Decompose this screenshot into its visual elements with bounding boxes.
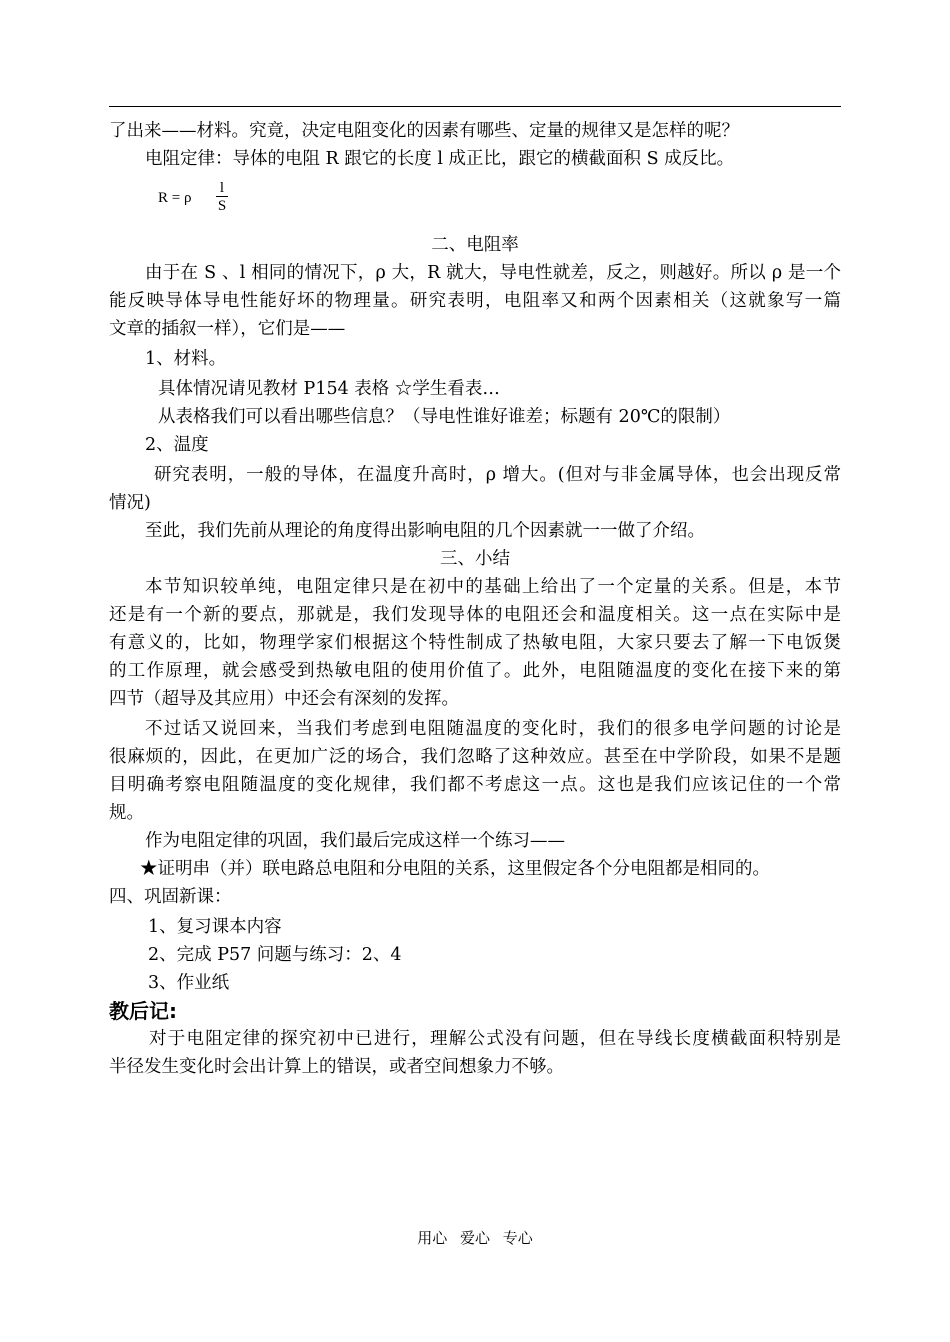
text-line: 作为电阻定律的巩固，我们最后完成这样一个练习—— [145, 831, 565, 851]
formula-numerator: l [219, 180, 225, 196]
section-heading: 四、巩固新课： [109, 887, 232, 907]
text-line: 情况) [109, 493, 151, 513]
text-line: 至此，我们先前从理论的角度得出影响电阻的几个因素就一一做了介绍。 [145, 521, 705, 541]
list-item: 3、作业纸 [148, 973, 230, 993]
text-line: 了出来——材料。究竟，决定电阻变化的因素有哪些、定量的规律又是怎样的呢？ [109, 121, 739, 141]
text-line: 能反映导体导电性能好坏的物理量。研究表明，电阻率又和两个因素相关（这就象写一篇 [109, 291, 841, 311]
page-footer: 用心 爱心 专心 [417, 1229, 533, 1247]
text-line: 具体情况请见教材 P154 表格 ☆学生看表… [158, 379, 500, 399]
text-line: 文章的插叙一样），它们是—— [109, 319, 346, 339]
text-line: ★证明串（并）联电路总电阻和分电阻的关系，这里假定各个分电阻都是相同的。 [140, 859, 770, 879]
text-line: 目明确考察电阻随温度的变化规律，我们都不考虑这一点。这也是我们应该记住的一个常 [109, 775, 841, 795]
text-line: 还是有一个新的要点，那就是，我们发现导体的电阻还会和温度相关。这一点在实际中是 [109, 605, 841, 625]
text-line: 由于在 S 、l 相同的情况下，ρ 大，R 就大，导电性就差，反之，则越好。所以 ρ 是一个 [145, 263, 841, 283]
formula-denominator: S [217, 198, 227, 214]
postscript-heading: 教后记: [109, 999, 177, 1023]
section-heading: 二、电阻率 [431, 235, 519, 255]
text-line: 本节知识较单纯，电阻定律只是在初中的基础上给出了一个定量的关系。但是，本节 [145, 577, 841, 597]
text-line: 电阻定律：导体的电阻 R 跟它的长度 l 成正比，跟它的横截面积 S 成反比。 [145, 149, 735, 169]
formula-fraction [216, 180, 228, 215]
text-line: 规。 [109, 803, 144, 823]
text-line: 对于电阻定律的探究初中已进行，理解公式没有问题，但在导线长度横截面积特别是 [149, 1029, 841, 1049]
text-line: 很麻烦的，因此，在更加广泛的场合，我们忽略了这种效应。甚至在中学阶段，如果不是题 [109, 747, 841, 767]
list-item: 2、完成 P57 问题与练习：2、4 [148, 945, 402, 965]
text-line: 不过话又说回来，当我们考虑到电阻随温度的变化时，我们的很多电学问题的讨论是 [145, 719, 841, 739]
section-heading: 三、小结 [440, 549, 510, 569]
text-line: 的工作原理，就会感受到热敏电阻的使用价值了。此外，电阻随温度的变化在接下来的第 [109, 661, 841, 681]
text-line: 研究表明，一般的导体，在温度升高时，ρ 增大。(但对与非金属导体，也会出现反常 [154, 465, 841, 485]
text-line: 1、材料。 [145, 349, 227, 369]
header-rule [109, 106, 841, 107]
list-item: 1、复习课本内容 [148, 917, 282, 937]
text-line: 从表格我们可以看出哪些信息？（导电性谁好谁差；标题有 20℃的限制） [158, 407, 731, 427]
text-line: 四节（超导及其应用）中还会有深刻的发挥。 [109, 689, 459, 709]
text-line: 半径发生变化时会出计算上的错误，或者空间想象力不够。 [109, 1057, 564, 1077]
formula-lhs: R = ρ [158, 190, 192, 206]
text-line: 2、温度 [145, 435, 209, 455]
text-line: 有意义的，比如，物理学家们根据这个特性制成了热敏电阻，大家只要去了解一下电饭煲 [109, 633, 841, 653]
